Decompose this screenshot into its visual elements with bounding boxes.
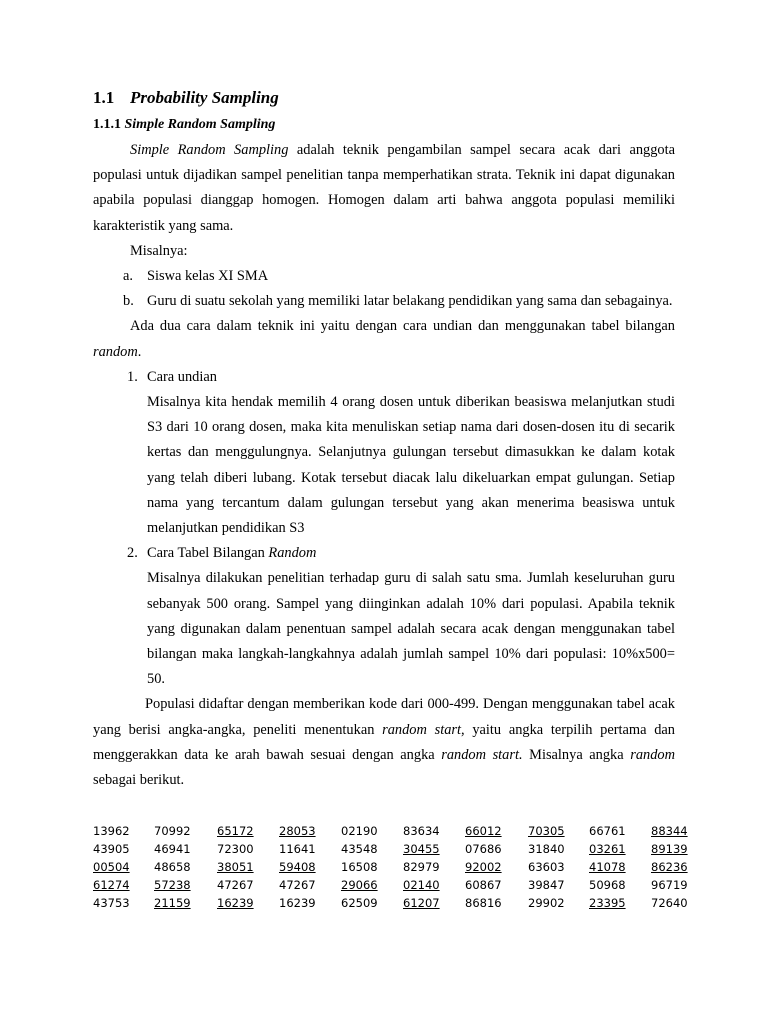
table-cell — [93, 894, 154, 912]
subsection-heading — [93, 112, 675, 138]
table-cell — [403, 858, 465, 876]
table-cell — [403, 840, 465, 858]
underlined-number: 65172 — [217, 824, 254, 838]
number: 66761 — [589, 824, 626, 838]
underlined-number: 92002 — [465, 860, 502, 874]
table-cell — [589, 840, 651, 858]
example-item — [93, 264, 675, 289]
methods-intro-italic: random — [93, 343, 138, 360]
table-cell — [528, 876, 589, 894]
table-cell — [465, 822, 528, 840]
underlined-number: 61207 — [403, 896, 440, 910]
table-row — [93, 894, 701, 912]
table-cell — [403, 822, 465, 840]
number: 43905 — [93, 842, 130, 856]
underlined-number: 59408 — [279, 860, 316, 874]
number: 60867 — [465, 878, 502, 892]
number: 31840 — [528, 842, 565, 856]
example-item — [93, 289, 675, 314]
number: 72640 — [651, 896, 688, 910]
methods-intro-end: . — [137, 343, 142, 360]
table-cell — [528, 840, 589, 858]
table-cell — [403, 876, 465, 894]
example-label: Misalnya: — [130, 242, 188, 259]
number: 72300 — [217, 842, 254, 856]
closing-italic: random — [630, 746, 675, 763]
section-number: 1.1 — [93, 88, 115, 107]
underlined-number: 03261 — [589, 842, 626, 856]
table-cell — [589, 876, 651, 894]
example-text: Guru di suatu sekolah yang memiliki latar belakang pendidikan yang sama dan sebagainya. — [147, 293, 673, 310]
underlined-number: 89139 — [651, 842, 688, 856]
table-row — [93, 876, 701, 894]
methods-intro-paragraph — [93, 314, 675, 364]
table-cell — [465, 894, 528, 912]
number: 39847 — [528, 878, 565, 892]
table-cell — [279, 894, 341, 912]
subsection-number: 1.1.1 — [93, 117, 121, 132]
number: 11641 — [279, 842, 316, 856]
table-cell — [341, 822, 403, 840]
table-cell — [154, 894, 217, 912]
underlined-number: 38051 — [217, 860, 254, 874]
underlined-number: 00504 — [93, 860, 130, 874]
underlined-number: 86236 — [651, 860, 688, 874]
intro-paragraph — [93, 138, 675, 239]
closing-text: sebagai berikut. — [93, 772, 185, 789]
closing-text: Populasi didaftar dengan memberikan kode dari 000-499. Dengan menggunakan tabel acak yang berisi angka-angka, peneliti menentukan — [93, 696, 675, 738]
document-page — [93, 84, 675, 793]
table-cell — [528, 858, 589, 876]
number: 63603 — [528, 860, 565, 874]
table-cell — [341, 894, 403, 912]
method2-heading — [93, 541, 675, 566]
number: 47267 — [279, 878, 316, 892]
table-cell — [217, 840, 279, 858]
underlined-number: 61274 — [93, 878, 130, 892]
table-cell — [589, 822, 651, 840]
table-cell — [217, 822, 279, 840]
table-cell — [528, 894, 589, 912]
number: 83634 — [403, 824, 440, 838]
method2-title-italic: Random — [268, 545, 317, 562]
underlined-number: 28053 — [279, 824, 316, 838]
table-cell — [154, 840, 217, 858]
intro-text: adalah teknik pengambilan sampel secara acak dari anggota populasi untuk dijadikan sampel penelitian tanpa memperhatikan strata. Teknik ini dapat digunakan apabila populasi dianggap homogen. Homogen dalam arti bahwa anggota populasi memiliki karakteristik yang sama. — [93, 142, 675, 234]
table-cell — [465, 858, 528, 876]
table-cell — [528, 822, 589, 840]
table-cell — [217, 858, 279, 876]
table-cell — [93, 876, 154, 894]
table-cell — [589, 858, 651, 876]
number: 47267 — [217, 878, 254, 892]
number: 50968 — [589, 878, 626, 892]
methods-intro-text: Ada dua cara dalam teknik ini yaitu dengan cara undian dan menggunakan tabel bilangan — [130, 318, 675, 335]
example-text: Siswa kelas XI SMA — [147, 268, 269, 285]
number: 62509 — [341, 896, 378, 910]
table-row — [93, 858, 701, 876]
number: 16508 — [341, 860, 378, 874]
method1-title: Cara undian — [147, 368, 217, 385]
table-cell — [154, 876, 217, 894]
table-cell — [154, 822, 217, 840]
table-cell — [154, 858, 217, 876]
table-cell — [465, 840, 528, 858]
table-cell — [341, 858, 403, 876]
method2-title: Cara Tabel Bilangan — [147, 545, 269, 562]
table-cell — [93, 822, 154, 840]
underlined-number: 57238 — [154, 878, 191, 892]
table-row — [93, 840, 701, 858]
table-cell — [93, 840, 154, 858]
number: 13962 — [93, 824, 130, 838]
closing-paragraph — [93, 692, 675, 793]
number: 29902 — [528, 896, 565, 910]
table-cell — [589, 894, 651, 912]
random-number-table-body — [93, 822, 701, 912]
method1-marker: 1. — [127, 368, 138, 385]
number: 16239 — [279, 896, 316, 910]
table-cell — [217, 876, 279, 894]
number: 46941 — [154, 842, 191, 856]
underlined-number: 16239 — [217, 896, 254, 910]
table-row — [93, 822, 701, 840]
table-cell — [279, 858, 341, 876]
method2-body: Misalnya dilakukan penelitian terhadap guru di salah satu sma. Jumlah keseluruhan guru sebanyak 500 orang. Sampel yang diinginkan adalah 10% dari populasi. Apabila teknik yang digunakan dalam penentuan sampel adalah secara acak dengan menggunakan tabel bilangan maka langkah-langkahnya adalah jumlah sampel 10% dari populasi: 10%x500= 50. — [147, 570, 675, 688]
table-cell — [217, 894, 279, 912]
method2-marker: 2. — [127, 545, 138, 562]
closing-text: Misalnya angka — [522, 746, 631, 763]
example-marker: b. — [123, 293, 134, 310]
underlined-number: 29066 — [341, 878, 378, 892]
table-cell — [403, 894, 465, 912]
number: 43548 — [341, 842, 378, 856]
table-cell — [465, 876, 528, 894]
intro-term: Simple Random Sampling — [130, 142, 289, 158]
number: 02190 — [341, 824, 378, 838]
number: 86816 — [465, 896, 502, 910]
section-heading — [93, 84, 675, 112]
subsection-title: Simple Random Sampling — [124, 117, 276, 132]
table-cell — [651, 840, 701, 858]
table-cell — [341, 876, 403, 894]
table-cell — [651, 894, 701, 912]
table-cell — [279, 876, 341, 894]
closing-text: , yaitu angka terpilih pertama dan menggerakkan data ke arah bawah sesuai dengan angka — [93, 721, 676, 763]
underlined-number: 23395 — [589, 896, 626, 910]
number: 96719 — [651, 878, 688, 892]
table-cell — [651, 858, 701, 876]
table-cell — [93, 858, 154, 876]
example-marker: a. — [123, 268, 133, 285]
method1-heading — [93, 365, 675, 390]
underlined-number: 66012 — [465, 824, 502, 838]
closing-italic: random start — [382, 721, 462, 738]
method1-body: Misalnya kita hendak memilih 4 orang dosen untuk diberikan beasiswa melanjutkan studi S3 dari 10 orang dosen, maka kita menuliskan setiap nama dari dosen-dosen itu di secarik kertas dan menggulungnya. Selanjutnya gulungan tersebut dimasukkan ke dalam kotak yang telah diberi lubang. Kotak tersebut diacak lalu dikeluarkan empat gulungan. Setiap nama yang tercantum dalam gulungan tersebut yang akan menerima beasiswa untuk melanjutkan pendidikan S3 — [147, 394, 675, 537]
underlined-number: 21159 — [154, 896, 191, 910]
underlined-number: 70305 — [528, 824, 565, 838]
underlined-number: 88344 — [651, 824, 688, 838]
random-number-table — [93, 822, 701, 912]
table-cell — [279, 822, 341, 840]
number: 07686 — [465, 842, 502, 856]
underlined-number: 30455 — [403, 842, 440, 856]
number: 82979 — [403, 860, 440, 874]
table-cell — [279, 840, 341, 858]
table-cell — [341, 840, 403, 858]
underlined-number: 41078 — [589, 860, 626, 874]
underlined-number: 02140 — [403, 878, 440, 892]
number: 48658 — [154, 860, 191, 874]
closing-italic: random start. — [441, 746, 523, 763]
number: 70992 — [154, 824, 191, 838]
table-cell — [651, 876, 701, 894]
section-title: Probability Sampling — [130, 88, 279, 107]
table-cell — [651, 822, 701, 840]
number: 43753 — [93, 896, 130, 910]
